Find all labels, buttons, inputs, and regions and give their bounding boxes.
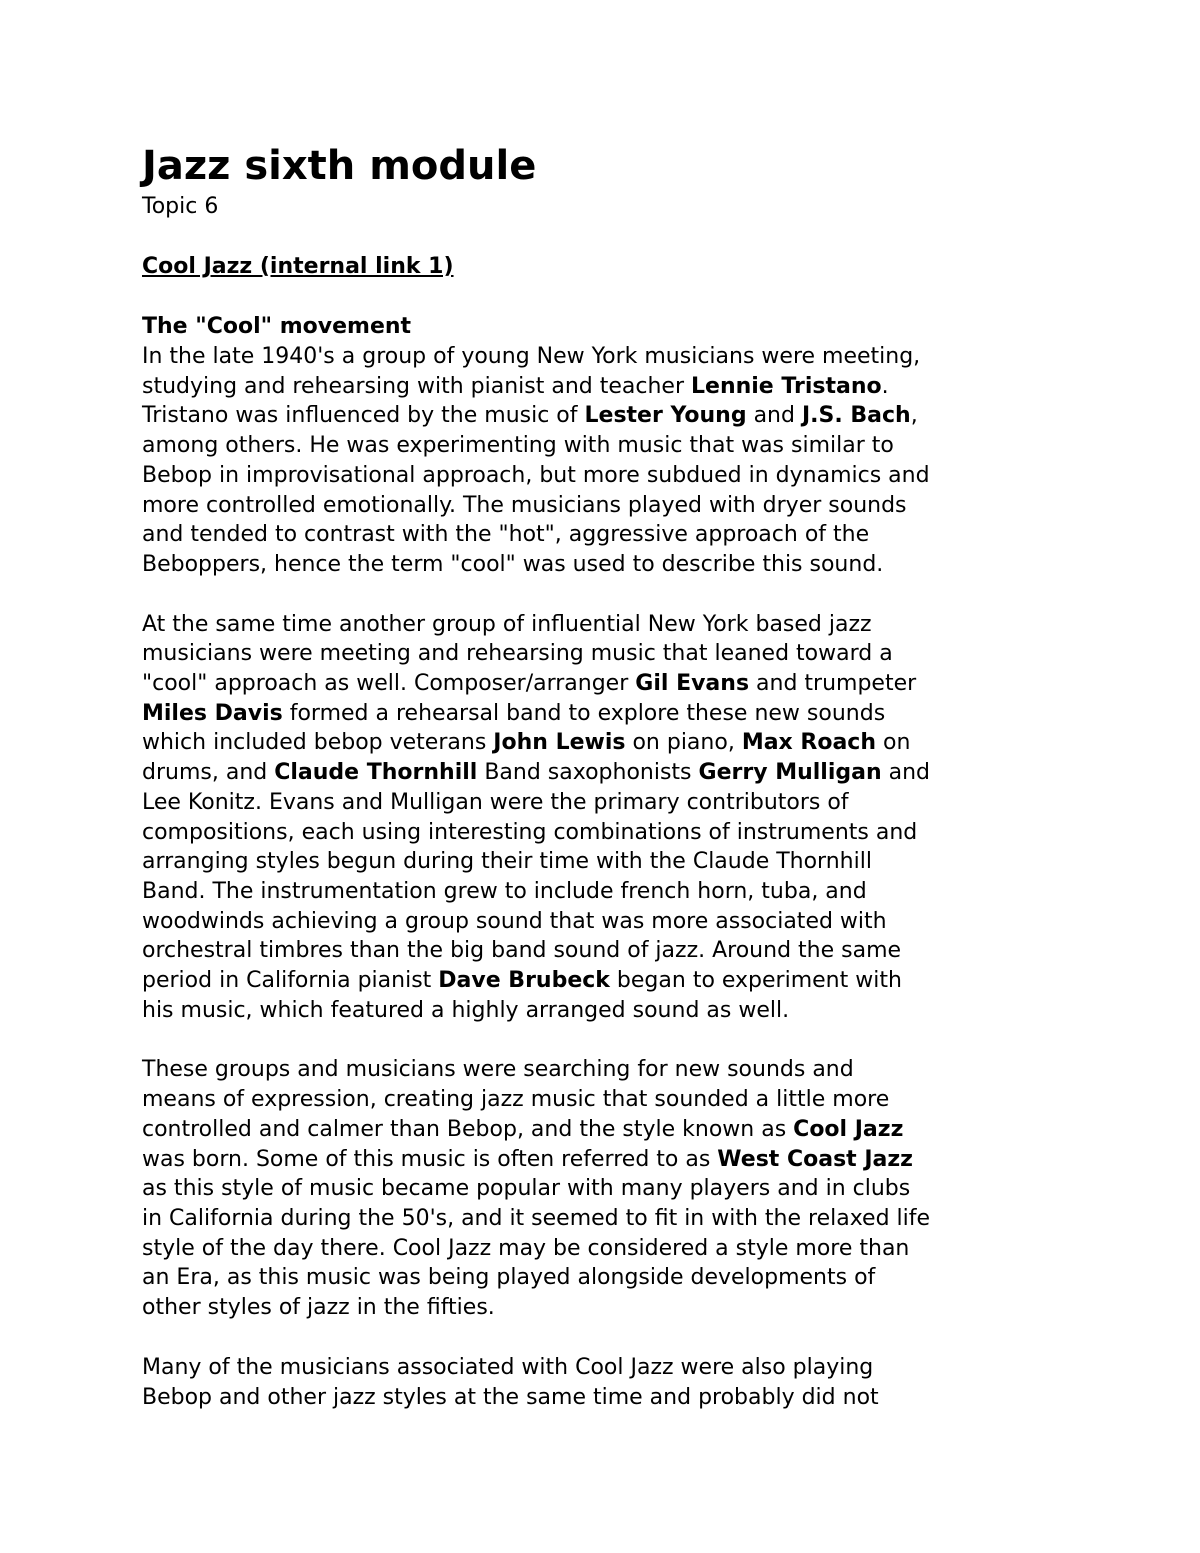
text-line (142, 1204, 1072, 1234)
bold-name: Cool Jazz (793, 1116, 904, 1142)
body-text (142, 342, 1072, 1412)
text-run: other styles of jazz in the fifties. (142, 1295, 495, 1321)
text-line (142, 639, 1072, 669)
text-run: , (910, 403, 918, 429)
text-line (142, 491, 1072, 521)
text-line (142, 1293, 1072, 1323)
internal-link-cool-jazz[interactable]: Cool Jazz (internal link 1) (142, 254, 454, 279)
text-line (142, 728, 1072, 758)
text-run: his music, which featured a highly arranged sound as well. (142, 997, 790, 1023)
bold-name: J.S. Bach (801, 403, 911, 429)
text-run: Lee Konitz. Evans and Mulligan were the primary contributors of (142, 789, 849, 815)
document-title: Jazz sixth module (142, 143, 537, 189)
bold-name: Lester Young (584, 403, 747, 429)
spacer (142, 222, 1072, 252)
text-line (142, 966, 1072, 996)
bold-name: Gil Evans (635, 671, 750, 697)
text-run: and (746, 403, 802, 429)
text-line (142, 461, 1072, 491)
bold-name: Miles Davis (142, 700, 283, 726)
document-page (142, 140, 1072, 1412)
text-run: and trumpeter (749, 671, 917, 697)
paragraph (142, 1055, 1072, 1322)
text-run: means of expression, creating jazz music that sounded a little more (142, 1087, 890, 1113)
text-run: woodwinds achieving a group sound that was more associated with (142, 908, 887, 934)
text-run: on (876, 730, 911, 756)
text-line (142, 401, 1072, 431)
text-line (142, 669, 1072, 699)
text-run: as this style of music became popular with many players and in clubs (142, 1176, 911, 1202)
text-run: was born. Some of this music is often referred to as (142, 1146, 718, 1172)
bold-name: West Coast Jazz (717, 1146, 913, 1172)
text-run: period in California pianist (142, 968, 439, 994)
text-run: At the same time another group of influential New York based jazz (142, 611, 872, 637)
paragraph (142, 342, 1072, 580)
text-run: studying and rehearsing with pianist and teacher (142, 373, 691, 399)
text-line (142, 1174, 1072, 1204)
bold-name: Max Roach (741, 730, 877, 756)
text-run: musicians were meeting and rehearsing music that leaned toward a (142, 641, 893, 667)
text-line (142, 1085, 1072, 1115)
text-line (142, 431, 1072, 461)
text-run: controlled and calmer than Bebop, and the style known as (142, 1116, 794, 1142)
paragraph (142, 610, 1072, 1026)
text-line (142, 788, 1072, 818)
text-run: Bebop and other jazz styles at the same time and probably did not (142, 1384, 879, 1410)
text-line (142, 907, 1072, 937)
text-line (142, 818, 1072, 848)
text-run: on piano, (625, 730, 742, 756)
text-line (142, 550, 1072, 580)
text-run: formed a rehearsal band to explore these new sounds (282, 700, 886, 726)
text-line (142, 342, 1072, 372)
text-run: Beboppers, hence the term "cool" was used to describe this sound. (142, 551, 884, 577)
bold-name: Dave Brubeck (438, 968, 610, 994)
text-run: among others. He was experimenting with music that was similar to (142, 433, 894, 459)
text-run: . (881, 373, 889, 399)
text-line (142, 610, 1072, 640)
text-line (142, 847, 1072, 877)
text-line (142, 758, 1072, 788)
text-line (142, 699, 1072, 729)
text-run: more controlled emotionally. The musicians played with dryer sounds (142, 492, 907, 518)
bold-name: John Lewis (493, 730, 626, 756)
text-run: Many of the musicians associated with Cool Jazz were also playing (142, 1354, 874, 1380)
text-line (142, 877, 1072, 907)
bold-name: Claude Thornhill (274, 760, 478, 786)
paragraph-spacer (142, 1025, 1072, 1055)
text-run: and tended to contrast with the "hot", aggressive approach of the (142, 522, 870, 548)
text-run: in California during the 50's, and it seemed to fit in with the relaxed life (142, 1205, 931, 1231)
text-line (142, 1055, 1072, 1085)
text-run: style of the day there. Cool Jazz may be considered a style more than (142, 1235, 910, 1261)
paragraph-spacer (142, 1323, 1072, 1353)
text-run: Band. The instrumentation grew to include french horn, tuba, and (142, 878, 867, 904)
text-run: began to experiment with (609, 968, 902, 994)
topic-label: Topic 6 (142, 194, 219, 219)
paragraph (142, 1353, 1072, 1412)
spacer (142, 282, 1072, 312)
text-run: compositions, each using interesting combinations of instruments and (142, 819, 918, 845)
text-line (142, 520, 1072, 550)
text-line (142, 1234, 1072, 1264)
text-run: Bebop in improvisational approach, but more subdued in dynamics and (142, 462, 930, 488)
text-line (142, 1383, 1072, 1413)
text-line (142, 1263, 1072, 1293)
text-run: orchestral timbres than the big band sound of jazz. Around the same (142, 938, 902, 964)
text-run: and (881, 760, 931, 786)
text-run: "cool" approach as well. Composer/arranger (142, 671, 636, 697)
text-line (142, 372, 1072, 402)
text-run: which included bebop veterans (142, 730, 494, 756)
text-line (142, 1145, 1072, 1175)
text-line (142, 1353, 1072, 1383)
text-run: arranging styles begun during their time with the Claude Thornhill (142, 849, 872, 875)
text-line (142, 1115, 1072, 1145)
paragraph-spacer (142, 580, 1072, 610)
text-run: Tristano was influenced by the music of (142, 403, 585, 429)
text-line (142, 996, 1072, 1026)
bold-name: Lennie Tristano (691, 373, 882, 399)
text-run: In the late 1940's a group of young New York musicians were meeting, (142, 344, 921, 369)
text-run: These groups and musicians were searching for new sounds and (142, 1057, 854, 1083)
text-line (142, 936, 1072, 966)
section-heading: The "Cool" movement (142, 314, 412, 339)
text-run: Band saxophonists (477, 760, 699, 786)
text-run: drums, and (142, 760, 275, 786)
text-run: an Era, as this music was being played alongside developments of (142, 1265, 876, 1291)
bold-name: Gerry Mulligan (698, 760, 882, 786)
